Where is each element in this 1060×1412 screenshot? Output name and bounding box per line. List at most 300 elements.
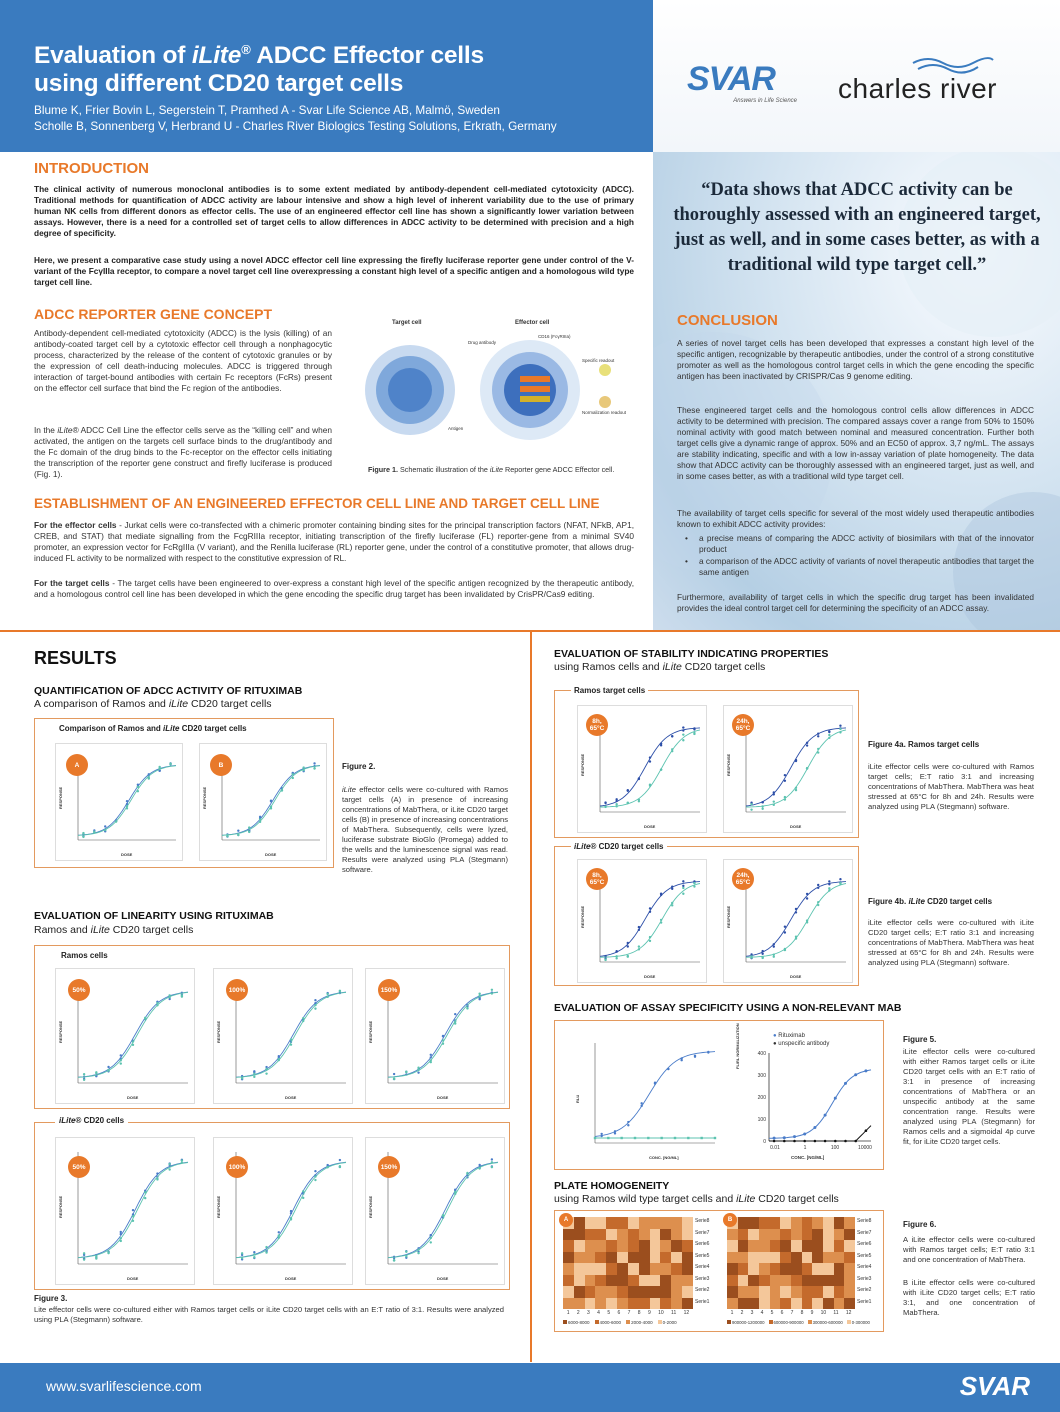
data-point [773, 956, 775, 958]
ramos-24h-plot [723, 705, 853, 833]
data-point [627, 790, 629, 792]
heatmap-cell [812, 1298, 823, 1310]
data-point [168, 1168, 170, 1170]
heatmap-cell [660, 1286, 671, 1298]
data-point [107, 1251, 109, 1253]
data-point [784, 926, 786, 928]
data-point [604, 801, 606, 803]
heatmap-cell [671, 1286, 682, 1298]
heatmap-cell [738, 1275, 749, 1287]
figure-1-caption: Figure 1. Schematic illustration of the iLite Reporter gene ADCC Effector cell. [368, 465, 615, 474]
data-point [795, 911, 797, 913]
fit-curve [746, 730, 846, 807]
title-banner [0, 0, 653, 152]
heatmap-cell [748, 1263, 759, 1275]
data-point [594, 1137, 596, 1139]
data-point [115, 820, 117, 822]
data-point [660, 769, 662, 771]
heatmap-cell [585, 1263, 596, 1275]
data-point [687, 1137, 689, 1139]
heatmap-cell [639, 1229, 650, 1241]
axis-label: 10 [820, 1310, 827, 1316]
axis-label: 11 [833, 1310, 839, 1316]
heatmap-cell [628, 1275, 639, 1287]
heatmap-cell [671, 1240, 682, 1252]
badge-a: A [66, 754, 88, 776]
heatmap-cell [780, 1263, 791, 1275]
data-point [654, 1082, 656, 1084]
x-axis-label: DOSE [121, 852, 133, 857]
heatmap-cell [595, 1275, 606, 1287]
heatmap-cell [671, 1252, 682, 1264]
data-point [430, 1237, 432, 1239]
heatmap-cell [812, 1252, 823, 1264]
heatmap-cell [823, 1275, 834, 1287]
figure-5-ilite-plot [731, 1023, 881, 1165]
axis-label: 2 [740, 1310, 744, 1316]
heatmap-cell [791, 1252, 802, 1264]
y-axis-label: RESPONSE [368, 1195, 373, 1218]
y-axis-label: RESPONSE [726, 905, 731, 928]
data-point [638, 948, 640, 950]
heatmap-cell [606, 1240, 617, 1252]
data-point [302, 1197, 304, 1199]
data-point [132, 1220, 134, 1222]
data-point [614, 1132, 616, 1134]
figure-2-panel-title: Comparison of Ramos and iLite CD20 target cells [59, 724, 247, 733]
heatmap-cell [791, 1217, 802, 1229]
data-point [454, 1188, 456, 1190]
heatmap-cell [617, 1286, 628, 1298]
authors [34, 102, 557, 134]
badge-a: A [559, 1213, 573, 1227]
heatmap-cell [639, 1298, 650, 1310]
data-point [265, 1072, 267, 1074]
fig5-x-axis-label: CONC. [NG/ML] [791, 1155, 825, 1160]
heatmap-cell [780, 1217, 791, 1229]
axis-label: 7 [790, 1310, 794, 1316]
heatmap-cell [844, 1252, 855, 1264]
heatmap-cell [606, 1286, 617, 1298]
rituximab-point [854, 1073, 857, 1076]
heatmap-cell [671, 1263, 682, 1275]
data-point [313, 762, 315, 764]
heatmap-cell [682, 1217, 693, 1229]
unspecific-point [793, 1140, 796, 1143]
data-point [292, 777, 294, 779]
axis-label: 12 [683, 1310, 690, 1316]
data-point [478, 994, 480, 996]
heatmap-a-legend [563, 1320, 677, 1325]
data-point [604, 959, 606, 961]
data-point [132, 1209, 134, 1211]
data-point [181, 995, 183, 997]
heatmap-cell [738, 1263, 749, 1275]
data-point [638, 800, 640, 802]
rituximab-point [803, 1132, 806, 1135]
x-axis-label: DOSE [790, 974, 802, 979]
axis-label: 1 [730, 1310, 734, 1316]
heatmap-cell [812, 1240, 823, 1252]
fit-curve [746, 884, 846, 958]
fit-curve [746, 728, 846, 806]
data-point [132, 1040, 134, 1042]
x-axis-label: DOSE [790, 824, 802, 829]
data-point [660, 919, 662, 921]
data-point [265, 1251, 267, 1253]
data-point [693, 732, 695, 734]
introduction-paragraph-1: The clinical activity of numerous monoclonal antibodies is to some extent mediated by antibody-dependent cell-mediated cytotoxicity (ADCC). Traditional methods for quantification of ADCC activity are labour intensive and show a high level of inherent variability due to the use of primary human NK cells from different donors as effector cells. The use of an engineered effector cell line has shown a significantly lower variation between assays. However, there is a need for a controlled set of target cells to allow differences in ADCC activity to be determined with precision and a high degree of specificity. [34, 184, 634, 238]
legend-rituximab: ● Rituximab [773, 1033, 805, 1039]
data-point [667, 1068, 669, 1070]
heatmap-cell [606, 1275, 617, 1287]
heatmap-cell [585, 1229, 596, 1241]
stability-title: EVALUATION OF STABILITY INDICATING PROPERTIES [554, 648, 829, 660]
data-point [281, 789, 283, 791]
data-point [682, 733, 684, 735]
data-point [491, 1166, 493, 1168]
data-point [640, 1102, 642, 1104]
heatmap-cell [682, 1252, 693, 1264]
heatmap-cell [727, 1263, 738, 1275]
data-point [604, 806, 606, 808]
data-point [454, 1020, 456, 1022]
heatmap-cell [563, 1275, 574, 1287]
heatmap-cell [671, 1275, 682, 1287]
y-axis-label: RESPONSE [368, 1020, 373, 1043]
ramos-target-label: Ramos target cells [571, 686, 648, 695]
axis-label: Serie7 [695, 1229, 710, 1236]
legend-unspecific: ● unspecific antibody [773, 1041, 830, 1047]
figure-6-panel [554, 1210, 884, 1332]
heatmap-cell [617, 1252, 628, 1264]
fit-curve [388, 1163, 498, 1258]
heatmap-cell [770, 1240, 781, 1252]
heatmap-cell [770, 1286, 781, 1298]
data-point [682, 880, 684, 882]
fit-curve [236, 992, 346, 1077]
data-point [491, 1158, 493, 1160]
data-point [615, 803, 617, 805]
data-point [156, 1002, 158, 1004]
data-point [417, 1252, 419, 1254]
axis-label: 6 [780, 1310, 784, 1316]
unspecific-point [834, 1140, 837, 1143]
badge-100: 100% [226, 979, 248, 1001]
heatmap-cell [802, 1240, 813, 1252]
data-point [302, 1020, 304, 1022]
svar-logo: SVAR Answers in Life Science [687, 60, 797, 104]
heatmap-cell [844, 1263, 855, 1275]
data-point [773, 791, 775, 793]
data-point [83, 1079, 85, 1081]
data-point [649, 907, 651, 909]
fit-curve [388, 992, 498, 1077]
heatmap-cell [639, 1252, 650, 1264]
data-point [454, 1013, 456, 1015]
data-point [795, 908, 797, 910]
heatmap-cell [738, 1240, 749, 1252]
data-point [120, 1240, 122, 1242]
heatmap-cell [780, 1298, 791, 1310]
heatmap-a-columns [563, 1310, 693, 1316]
heatmap-cell [574, 1240, 585, 1252]
data-point [607, 1137, 609, 1139]
establishment-paragraph-2: For the target cells - The target cells have been engineered to over-express a constant high level of the specific antigen recognized by the therapeutic antibody, and a homologous control cell line has been developed in which the gene encoding the specific drug target has been invalidated by CrisPR/Cas9 editing. [34, 578, 634, 599]
rituximab-point [834, 1097, 837, 1100]
heatmap-cell [574, 1229, 585, 1241]
data-point [466, 1007, 468, 1009]
data-point [600, 1135, 602, 1137]
heatmap-cell [834, 1298, 845, 1310]
unspecific-point [773, 1140, 776, 1143]
data-point [647, 1137, 649, 1139]
badge-150: 150% [378, 979, 400, 1001]
heatmap-cell [727, 1252, 738, 1264]
axis-label: 7 [627, 1310, 631, 1316]
fit-curve [746, 882, 846, 957]
x-axis-label: DOSE [127, 1276, 139, 1281]
heatmap-cell [650, 1298, 661, 1310]
heatmap-cell [595, 1240, 606, 1252]
data-point [491, 1161, 493, 1163]
heatmap-cell [628, 1229, 639, 1241]
badge-b: B [723, 1213, 737, 1227]
data-point [828, 883, 830, 885]
establishment-heading: ESTABLISHMENT OF AN ENGINEERED EFFECTOR CELL LINE AND TARGET CELL LINE [34, 496, 600, 511]
x-tick-label: 1 [803, 1145, 807, 1151]
heatmap-cell [650, 1252, 661, 1264]
x-axis-label: CONC. [NG/ML] [649, 1155, 679, 1160]
badge-150: 150% [378, 1156, 400, 1178]
data-point [478, 1167, 480, 1169]
ilite-target-label: iLite® CD20 target cells [571, 842, 667, 851]
data-point [339, 1166, 341, 1168]
data-point [144, 1017, 146, 1019]
data-point [671, 902, 673, 904]
heatmap-cell [823, 1286, 834, 1298]
heatmap-cell [759, 1240, 770, 1252]
figure-3-title: Figure 3. [34, 1294, 68, 1303]
heatmap-cell [823, 1263, 834, 1275]
heatmap-cell [595, 1286, 606, 1298]
heatmap-cell [682, 1298, 693, 1310]
heatmap-cell [563, 1252, 574, 1264]
data-point [290, 1210, 292, 1212]
data-point [417, 1248, 419, 1250]
data-point [491, 989, 493, 991]
heatmap-cell [791, 1275, 802, 1287]
data-point [314, 1170, 316, 1172]
heatmap-cell [844, 1217, 855, 1229]
logo-area [653, 0, 1060, 152]
fit-curve [600, 884, 700, 958]
data-point [638, 945, 640, 947]
data-point [773, 800, 775, 802]
data-point [806, 767, 808, 769]
fit-curve [600, 882, 700, 957]
fit-curve [78, 992, 188, 1077]
authors-line-2: Scholle B, Sonnenberg V, Herbrand U - Charles River Biologics Testing Solutions, Erkrath, Germany [34, 119, 557, 133]
unspecific-point [814, 1140, 817, 1143]
data-point [773, 804, 775, 806]
heatmap-cell [727, 1298, 738, 1310]
heatmap-cell [606, 1298, 617, 1310]
y-tick-label: 0 [763, 1139, 766, 1145]
data-point [126, 805, 128, 807]
axis-label: Serie8 [695, 1218, 710, 1224]
figure-4b-panel [554, 842, 859, 986]
heatmap-cell [770, 1229, 781, 1241]
y-tick-label: 200 [757, 1095, 766, 1101]
axis-label: 11 [671, 1310, 677, 1316]
data-point [839, 725, 841, 727]
heatmap-cell [660, 1217, 671, 1229]
figure-1-schematic [350, 318, 635, 460]
heatmap-legend-item: 6000-8000 [563, 1320, 590, 1325]
heatmap-cell [660, 1240, 671, 1252]
heatmap-cell [780, 1240, 791, 1252]
unspecific-point [783, 1140, 786, 1143]
plate-title: PLATE HOMOGENEITY [554, 1180, 670, 1192]
axis-label: 5 [770, 1310, 774, 1316]
conclusion-bullet-2: • a comparison of the ADCC activity of variants of novel therapeutic antibodies that target the same antigen [677, 556, 1034, 578]
heatmap-cell [759, 1286, 770, 1298]
fig1-specific-label: Specific readout [582, 358, 615, 363]
data-point [839, 878, 841, 880]
badge-50: 50% [68, 1156, 90, 1178]
fig5-y-axis-label: FL/RL NORMALIZATION [735, 1023, 740, 1069]
unspecific-point [824, 1140, 827, 1143]
heatmap-cell [650, 1217, 661, 1229]
wave-icon [908, 55, 998, 75]
heatmap-cell [738, 1252, 749, 1264]
heatmap-cell [639, 1240, 650, 1252]
footer-url[interactable]: www.svarlifescience.com [46, 1378, 202, 1394]
data-point [290, 1043, 292, 1045]
data-point [828, 887, 830, 889]
data-point [750, 808, 752, 810]
heatmap-cell [628, 1252, 639, 1264]
heatmap-cell [682, 1240, 693, 1252]
data-point [120, 1237, 122, 1239]
heatmap-cell [563, 1286, 574, 1298]
data-point [442, 1214, 444, 1216]
specificity-title: EVALUATION OF ASSAY SPECIFICITY USING A NON-RELEVANT MAB [554, 1002, 902, 1014]
data-point [120, 1231, 122, 1233]
fit-curve [78, 992, 188, 1077]
axis-label: 8 [637, 1310, 641, 1316]
heatmap-cell [650, 1240, 661, 1252]
unspecific-point [844, 1140, 847, 1143]
heatmap-cell [844, 1298, 855, 1310]
data-point [278, 1236, 280, 1238]
data-point [107, 1066, 109, 1068]
heatmap-a-series [695, 1216, 709, 1308]
y-tick-label: 100 [757, 1117, 766, 1123]
heatmap-cell [759, 1252, 770, 1264]
heatmap-cell [844, 1275, 855, 1287]
data-point [627, 955, 629, 957]
heatmap-legend-item: 0-2000 [658, 1320, 677, 1325]
heatmap-b-columns [727, 1310, 855, 1316]
data-point [430, 1059, 432, 1061]
data-point [682, 729, 684, 731]
data-point [156, 1172, 158, 1174]
data-point [671, 904, 673, 906]
heatmap-cell [671, 1229, 682, 1241]
data-point [442, 1035, 444, 1037]
heatmap-cell [802, 1298, 813, 1310]
data-point [615, 955, 617, 957]
heatmap-b-legend [727, 1320, 870, 1325]
data-point [253, 1076, 255, 1078]
axis-label: Serie6 [857, 1241, 872, 1247]
axis-label: 4 [760, 1310, 764, 1316]
stability-subtitle: using Ramos cells and iLite CD20 target cells [554, 661, 766, 673]
y-axis-label: RESPONSE [216, 1195, 221, 1218]
data-point [638, 926, 640, 928]
axis-label: Serie8 [857, 1218, 872, 1224]
data-point [313, 767, 315, 769]
data-point [339, 1159, 341, 1161]
footer-logo: SVAR [959, 1371, 1030, 1401]
data-point [806, 897, 808, 899]
heatmap-a [563, 1217, 693, 1309]
data-point [83, 1252, 85, 1254]
data-point [137, 786, 139, 788]
data-point [454, 1193, 456, 1195]
data-point [104, 825, 106, 827]
data-point [265, 1068, 267, 1070]
data-point [393, 1078, 395, 1080]
data-point [169, 763, 171, 765]
fit-curve [236, 1162, 346, 1257]
data-point [466, 1172, 468, 1174]
ilite-100-plot [213, 1137, 353, 1285]
data-point [248, 826, 250, 828]
y-axis-label: RESPONSE [216, 1020, 221, 1043]
plate-subtitle: using Ramos wild type target cells and iLite CD20 target cells [554, 1193, 839, 1205]
figure-6-caption-b: B iLite effector cells were co-cultured with iLite CD20 target cells; E:T ratio 3:1, and one concentration of MabThera. [903, 1278, 1035, 1317]
data-point [181, 1159, 183, 1161]
heatmap-legend-item: 900000-1200000 [727, 1320, 765, 1325]
axis-label: Serie4 [695, 1264, 710, 1270]
fig1-effector-label: Effector cell [515, 320, 550, 326]
data-point [326, 993, 328, 995]
data-point [107, 1069, 109, 1071]
heatmap-cell [770, 1275, 781, 1287]
heatmap-cell [844, 1229, 855, 1241]
data-point [707, 1051, 709, 1053]
data-point [694, 1056, 696, 1058]
results-heading: RESULTS [34, 648, 117, 668]
data-point [761, 805, 763, 807]
figure-3-caption: Lite effector cells were co-cultured either with Ramos target cells or iLite CD20 target cells with an E:T ratio of 3:1. Results were analyzed using PLA (Stegmann) software. [34, 1305, 504, 1324]
data-point [806, 893, 808, 895]
data-point [278, 1231, 280, 1233]
conclusion-bullets [677, 533, 1034, 579]
data-point [259, 818, 261, 820]
data-point [83, 1258, 85, 1260]
axis-label: Serie2 [695, 1287, 710, 1293]
ilite-cells-label: iLite® CD20 cells [55, 1116, 128, 1125]
data-point [83, 1073, 85, 1075]
heatmap-cell [628, 1298, 639, 1310]
data-point [682, 726, 684, 728]
heatmap-cell [791, 1240, 802, 1252]
axis-label: 10 [658, 1310, 664, 1316]
